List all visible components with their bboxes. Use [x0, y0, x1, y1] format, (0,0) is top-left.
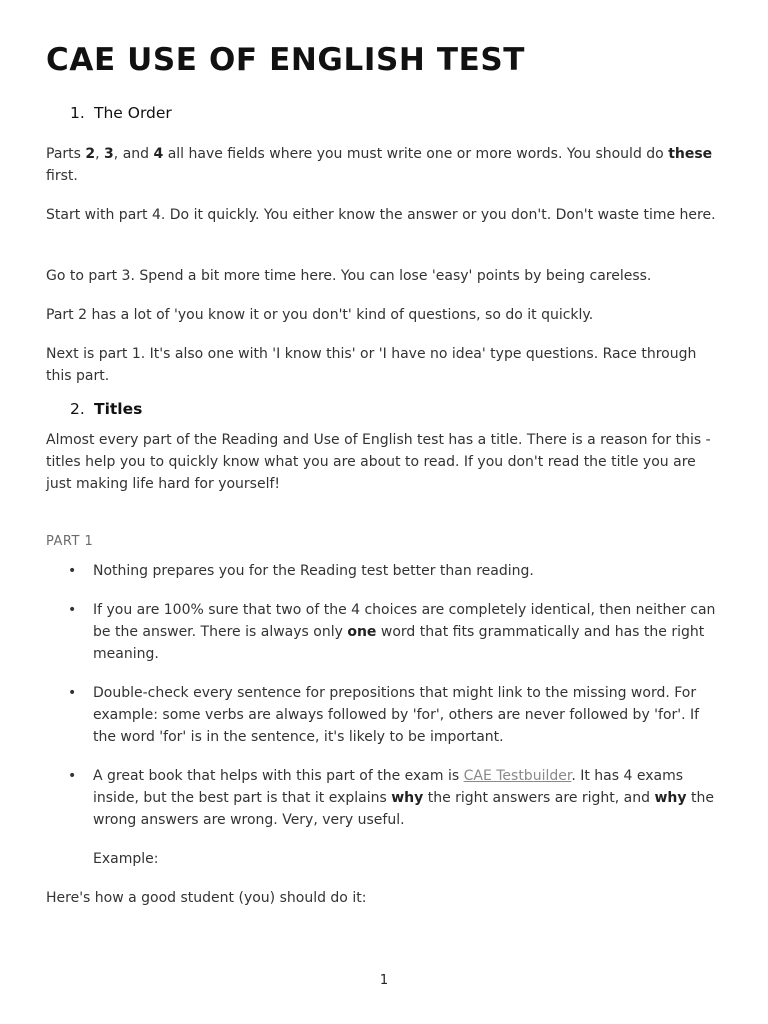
section-title: The Order [94, 104, 172, 122]
list-item: • A great book that helps with this part of the exam is CAE Testbuilder. It has 4 exams inside, but the best part is that it explains why the right answers are right, and why the wrong answers are wrong. Very, very useful. [46, 765, 721, 831]
list-item: • If you are 100% sure that two of the 4 choices are completely identical, then neither can be the answer. There is always only one word that fits grammatically and has the right meaning. [46, 599, 721, 665]
bullet-icon: • [68, 602, 77, 618]
example-label: Example: [93, 851, 159, 867]
section-heading-titles [70, 400, 142, 418]
page-number: 1 [379, 973, 389, 988]
bullet-icon: • [68, 563, 77, 579]
page-title: CAE USE OF ENGLISH TEST [46, 42, 526, 78]
paragraph-part4: Start with part 4. Do it quickly. You either know the answer or you don't. Don't waste time here. [46, 207, 716, 223]
paragraph-parts: Parts 2, 3, and 4 all have fields where you must write one or more words. You should do these first. [46, 146, 713, 184]
paragraph-part3: Go to part 3. Spend a bit more time here. You can lose 'easy' points by being careless. [46, 268, 652, 284]
paragraph-titles: Almost every part of the Reading and Use of English test has a title. There is a reason for this - titles help you to quickly know what you are about to read. If you don't read the title you are just making life hard for yourself! [46, 432, 711, 492]
section-title: Titles [94, 400, 143, 418]
bullet-icon: • [68, 768, 77, 784]
section-heading-order [70, 104, 172, 122]
list-item: • Double-check every sentence for prepositions that might link to the missing word. For example: some verbs are always followed by 'for', others are never followed by 'for'. If the word 'for' is in the sentence, it's likely to be important. [46, 682, 721, 748]
paragraph-part2: Part 2 has a lot of 'you know it or you don't' kind of questions, so do it quickly. [46, 307, 594, 323]
part-label: PART 1 [46, 534, 94, 549]
paragraph-part1: Next is part 1. It's also one with 'I know this' or 'I have no idea' type questions. Race through this part. [46, 346, 697, 384]
section-number: 2. [70, 400, 85, 418]
bullet-icon: • [68, 685, 77, 701]
closing-paragraph: Here's how a good student (you) should do it: [46, 890, 367, 906]
list-item: • Nothing prepares you for the Reading test better than reading. [46, 560, 721, 582]
cae-testbuilder-link[interactable]: CAE Testbuilder [463, 768, 572, 784]
section-number: 1. [70, 104, 85, 122]
